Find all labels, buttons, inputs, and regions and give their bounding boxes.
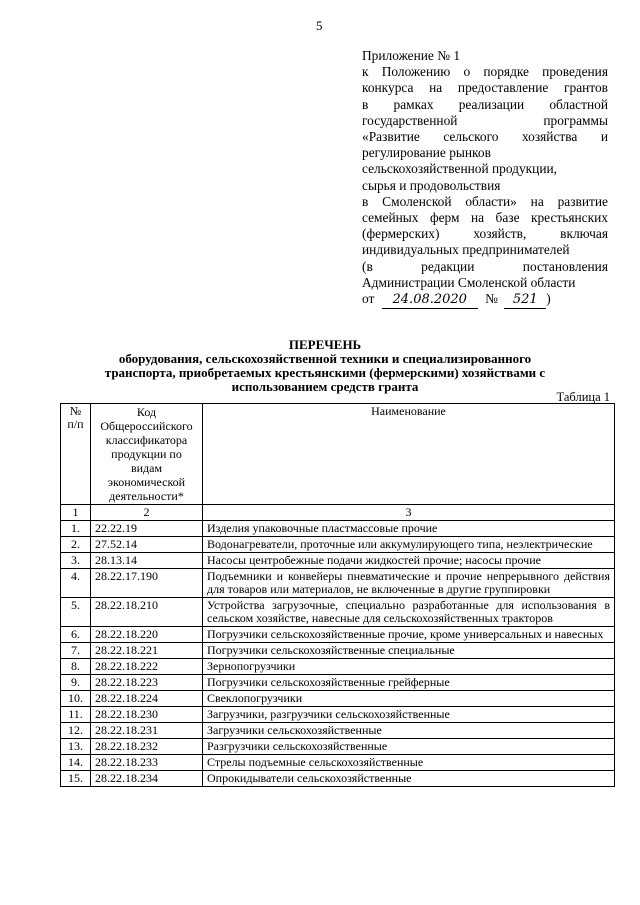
table-caption: Таблица 1 — [556, 390, 610, 404]
row-code-cell: 28.22.18.221 — [91, 643, 203, 659]
table-index-row — [61, 505, 615, 521]
number-label: № — [485, 291, 498, 307]
appendix-block — [362, 48, 608, 309]
row-name-cell: Стрелы подъемные сельскохозяйственные — [203, 755, 615, 771]
row-name-cell: Водонагреватели, проточные или аккумулирующего типа, неэлектрические — [203, 537, 615, 553]
index-cell: 2 — [91, 505, 203, 521]
row-code-cell: 28.22.18.210 — [91, 598, 203, 627]
row-code-cell: 28.22.18.234 — [91, 771, 203, 787]
table-row — [61, 659, 615, 675]
handwritten-number: 521 — [512, 292, 538, 308]
appendix-line: сельскохозяйственной продукции, — [362, 161, 558, 177]
appendix-line: «Развитие сельского хозяйства и — [362, 129, 608, 145]
header-code: Код Общероссийского классификатора продукции по видам экономической деятельности* — [91, 404, 203, 505]
row-name-cell: Загрузчики сельскохозяйственные — [203, 723, 615, 739]
row-code-cell: 28.22.18.231 — [91, 723, 203, 739]
row-num-cell: 9. — [61, 675, 91, 691]
row-name-cell: Насосы центробежные подачи жидкостей прочие; насосы прочие — [203, 553, 615, 569]
table-row — [61, 675, 615, 691]
row-name-cell: Подъемники и конвейеры пневматические и прочие непрерывного действия для товаров или материалов, не включенные в другие группировки — [203, 569, 615, 598]
appendix-line: (фермерских) хозяйств, включая — [362, 226, 608, 242]
row-name-cell: Изделия упаковочные пластмассовые прочие — [203, 521, 615, 537]
appendix-line: сырья и продовольствия — [362, 177, 501, 193]
row-code-cell: 22.22.19 — [91, 521, 203, 537]
row-name-cell: Опрокидыватели сельскохозяйственные — [203, 771, 615, 787]
row-name-cell: Погрузчики сельскохозяйственные грейферные — [203, 675, 615, 691]
row-code-cell: 28.22.18.230 — [91, 707, 203, 723]
row-name-cell: Загрузчики, разгрузчики сельскохозяйственные — [203, 707, 615, 723]
page-number: 5 — [316, 18, 323, 33]
appendix-line: в Смоленской области» на развитие — [362, 193, 608, 209]
row-code-cell: 28.22.18.224 — [91, 691, 203, 707]
document-title — [90, 338, 560, 394]
row-num-cell: 14. — [61, 755, 91, 771]
table-row — [61, 691, 615, 707]
row-name-cell: Погрузчики сельскохозяйственные специальные — [203, 643, 615, 659]
row-code-cell: 28.22.18.222 — [91, 659, 203, 675]
table-row — [61, 569, 615, 598]
table-row — [61, 598, 615, 627]
appendix-line: к Положению о порядке проведения — [362, 64, 608, 80]
equipment-table — [60, 403, 615, 787]
handwritten-date: 24.08.2020 — [392, 292, 467, 308]
row-num-cell: 13. — [61, 739, 91, 755]
appendix-line: государственной программы — [362, 112, 608, 128]
row-num-cell: 11. — [61, 707, 91, 723]
row-code-cell: 28.22.17.190 — [91, 569, 203, 598]
row-num-cell: 1. — [61, 521, 91, 537]
appendix-line: Администрации Смоленской области — [362, 274, 576, 290]
row-name-cell: Устройства загрузочные, специально разработанные для использования в сельском хозяйстве, навесные для сельскохозяйственных тракторов — [203, 598, 615, 627]
table-row — [61, 739, 615, 755]
table-row — [61, 627, 615, 643]
table-row — [61, 553, 615, 569]
index-cell: 3 — [203, 505, 615, 521]
row-num-cell: 15. — [61, 771, 91, 787]
table-row — [61, 537, 615, 553]
appendix-line: семейных ферм на базе крестьянских — [362, 210, 608, 226]
row-name-cell: Погрузчики сельскохозяйственные прочие, кроме универсальных и навесных — [203, 627, 615, 643]
row-code-cell: 28.22.18.220 — [91, 627, 203, 643]
row-num-cell: 2. — [61, 537, 91, 553]
appendix-line: (в редакции постановления — [362, 258, 608, 274]
appendix-line: индивидуальных предпринимателей — [362, 242, 570, 258]
table-row — [61, 521, 615, 537]
closing-paren: ) — [546, 291, 551, 307]
row-num-cell: 8. — [61, 659, 91, 675]
table-row — [61, 707, 615, 723]
row-code-cell: 28.22.18.232 — [91, 739, 203, 755]
header-num: № п/п — [61, 404, 91, 505]
appendix-line: в рамках реализации областной — [362, 96, 608, 112]
title-heading: ПЕРЕЧЕНЬ — [288, 337, 362, 352]
row-code-cell: 27.52.14 — [91, 537, 203, 553]
table-row — [61, 643, 615, 659]
row-num-cell: 12. — [61, 723, 91, 739]
table-row — [61, 755, 615, 771]
row-name-cell: Разгрузчики сельскохозяйственные — [203, 739, 615, 755]
appendix-line: регулирование рынков — [362, 145, 491, 161]
row-num-cell: 4. — [61, 569, 91, 598]
table-row — [61, 723, 615, 739]
row-code-cell: 28.13.14 — [91, 553, 203, 569]
index-cell: 1 — [61, 505, 91, 521]
row-code-cell: 28.22.18.223 — [91, 675, 203, 691]
signature-line — [362, 291, 608, 309]
title-subtitle: оборудования, сельскохозяйственной техники и специализированного транспорта, приобретаемых крестьянскими (фермерскими) хозяйствами с использованием средств гранта — [104, 351, 546, 394]
row-num-cell: 7. — [61, 643, 91, 659]
from-label: от — [362, 291, 375, 307]
appendix-line: Приложение № 1 — [362, 48, 461, 63]
row-num-cell: 6. — [61, 627, 91, 643]
table-header-row — [61, 404, 615, 505]
row-num-cell: 5. — [61, 598, 91, 627]
appendix-line: конкурса на предоставление грантов — [362, 80, 608, 96]
row-num-cell: 3. — [61, 553, 91, 569]
row-num-cell: 10. — [61, 691, 91, 707]
row-name-cell: Зернопогрузчики — [203, 659, 615, 675]
row-name-cell: Свеклопогрузчики — [203, 691, 615, 707]
header-name: Наименование — [203, 404, 615, 505]
table-row — [61, 771, 615, 787]
row-code-cell: 28.22.18.233 — [91, 755, 203, 771]
